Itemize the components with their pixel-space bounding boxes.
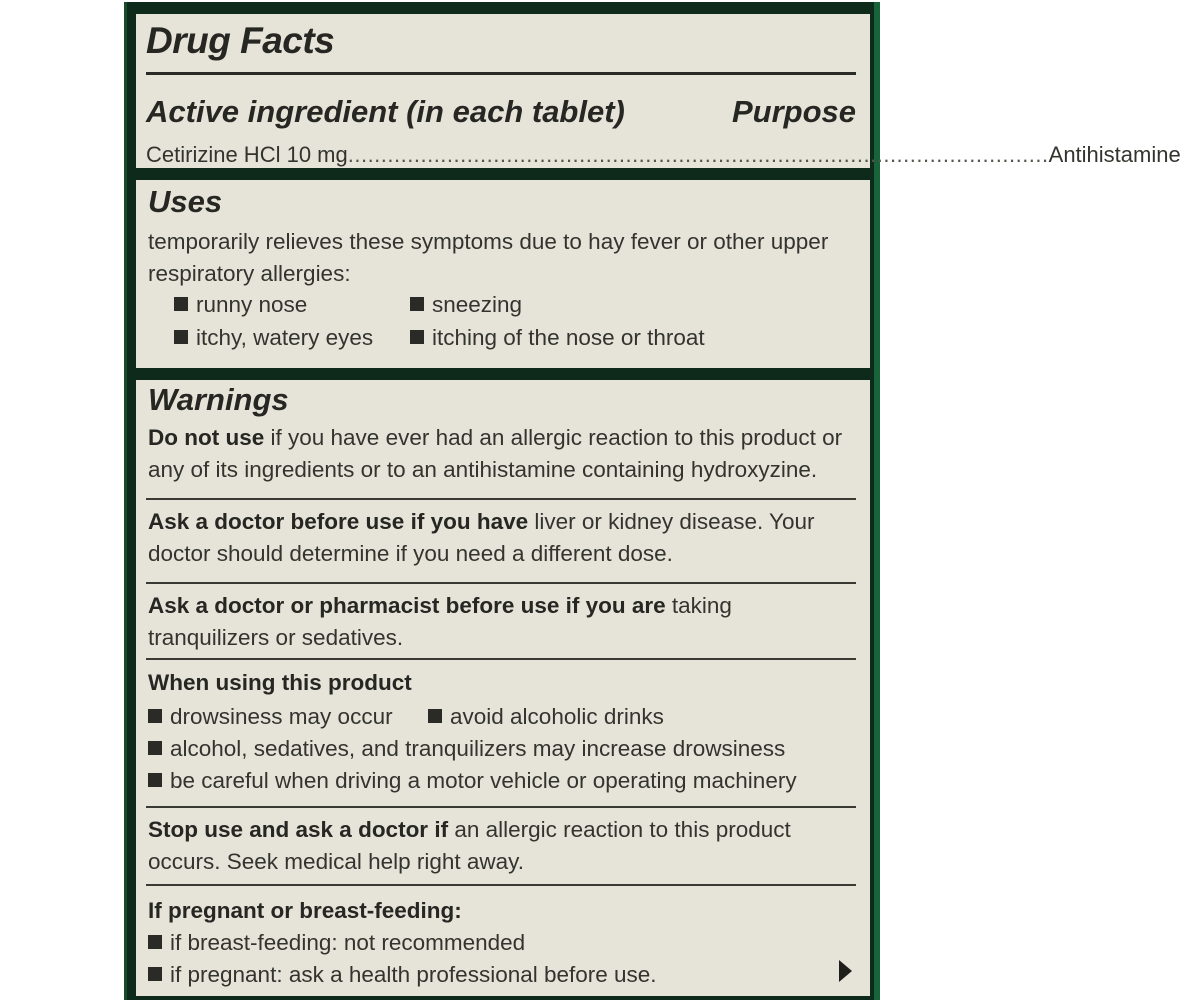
active-ingredient-heading: Active ingredient (in each tablet) [146, 94, 625, 129]
ingredient-name: Cetirizine HCl 10 mg [146, 142, 348, 167]
square-bullet-icon [428, 709, 442, 723]
ask-pharmacist-label: Ask a doctor or pharmacist before use if you are [148, 593, 666, 618]
uses-heading: Uses [148, 184, 223, 219]
section-divider [146, 658, 856, 660]
list-item: avoid alcoholic drinks [428, 704, 664, 730]
square-bullet-icon [148, 709, 162, 723]
uses-text: temporarily relieves these symptoms due to hay fever or other upper respiratory allergies: [148, 229, 829, 286]
square-bullet-icon [148, 935, 162, 949]
section-divider [146, 582, 856, 584]
section-divider [146, 806, 856, 808]
list-item: alcohol, sedatives, and tranquilizers may increase drowsiness [148, 736, 785, 762]
section-divider [146, 884, 856, 886]
list-item: runny nose [174, 292, 307, 318]
list-item: if breast-feeding: not recommended [148, 930, 525, 956]
list-item: drowsiness may occur [148, 704, 393, 730]
stop-use-label: Stop use and ask a doctor if [148, 817, 449, 842]
do-not-use-paragraph: Do not use if you have ever had an allergic reaction to this product or any of its ingredients or to an antihistamine containing hydroxyzine. [148, 425, 843, 482]
ask-doctor-paragraph: Ask a doctor before use if you have liver or kidney disease. Your doctor should determine if you need a different dose. [148, 509, 815, 566]
uses-panel [136, 180, 870, 368]
square-bullet-icon [174, 297, 188, 311]
list-item: be careful when driving a motor vehicle or operating machinery [148, 768, 797, 794]
square-bullet-icon [174, 330, 188, 344]
warnings-panel [136, 380, 870, 996]
square-bullet-icon [148, 741, 162, 755]
list-item: itchy, watery eyes [174, 325, 373, 351]
square-bullet-icon [410, 330, 424, 344]
ingredient-purpose: Antihistamine [1048, 142, 1181, 167]
square-bullet-icon [148, 967, 162, 981]
drug-facts-panel [136, 14, 1181, 168]
active-ingredient-header [146, 94, 856, 130]
drug-facts-title: Drug Facts [146, 20, 335, 61]
square-bullet-icon [410, 297, 424, 311]
leader-dots: .......................................................................................................... [347, 142, 1049, 167]
ask-doctor-label: Ask a doctor before use if you have [148, 509, 529, 534]
purpose-heading: Purpose [731, 94, 856, 129]
list-item: if pregnant: ask a health professional before use. [148, 962, 657, 988]
title-divider [146, 72, 856, 75]
do-not-use-label: Do not use [148, 425, 265, 450]
stop-use-paragraph: Stop use and ask a doctor if an allergic reaction to this product occurs. Seek medical help right away. [148, 817, 791, 874]
when-using-heading: When using this product [148, 670, 412, 695]
ask-pharmacist-paragraph: Ask a doctor or pharmacist before use if you are taking tranquilizers or sedatives. [148, 593, 732, 650]
active-ingredient-row [146, 142, 1181, 168]
warnings-heading: Warnings [148, 382, 289, 417]
section-divider [146, 498, 856, 500]
square-bullet-icon [148, 773, 162, 787]
list-item: sneezing [410, 292, 522, 318]
pregnant-heading: If pregnant or breast-feeding: [148, 898, 462, 923]
arrow-right-icon [839, 960, 852, 982]
list-item: itching of the nose or throat [410, 325, 705, 351]
